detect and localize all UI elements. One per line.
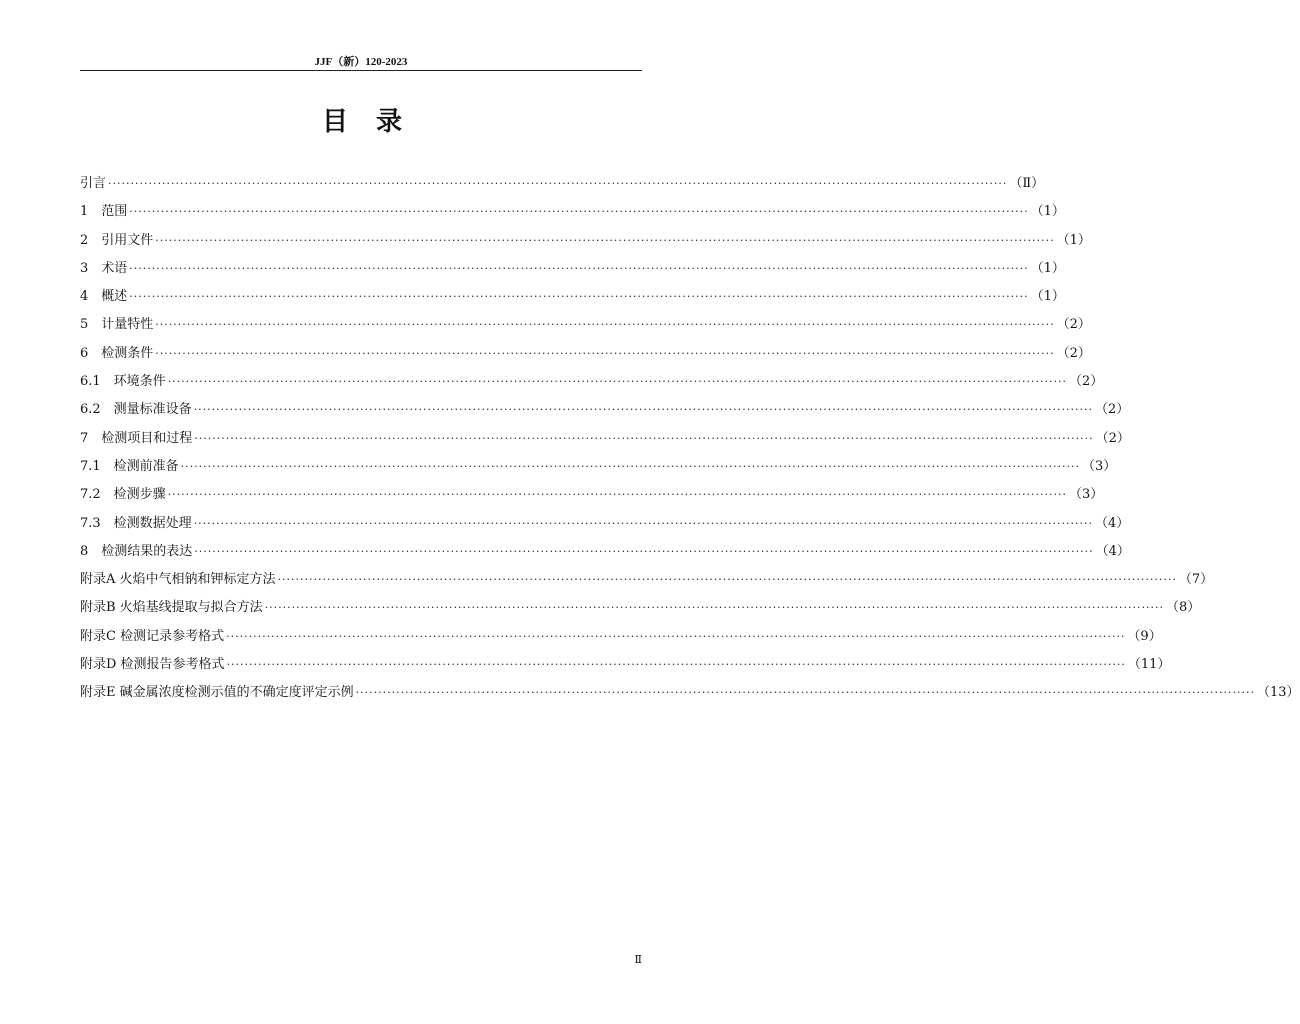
toc-entry-label: 7.2 检测步骤	[80, 487, 166, 503]
toc-entry-label: 附录C 检测记录参考格式	[80, 628, 225, 644]
toc-leader-dots: ········································································································································································································	[226, 629, 1126, 643]
toc-entry-label: 2 引用文件	[80, 232, 154, 248]
page-title: 目录	[321, 107, 430, 137]
page-number: Ⅱ	[634, 954, 642, 966]
toc-leader-dots: ········································································································································································································	[226, 658, 1126, 672]
toc-entry[interactable]	[80, 651, 1171, 679]
toc-entry-label: 3 术语	[80, 260, 128, 276]
toc-entry-label: 5 计量特性	[80, 317, 154, 333]
toc-entry-label: 8 检测结果的表达	[80, 543, 193, 559]
toc-leader-dots: ········································································································································································································	[167, 488, 1068, 502]
toc-entry[interactable]	[80, 623, 1162, 651]
toc-entry-page: （13）	[1256, 685, 1300, 701]
toc-entry-page: （2）	[1095, 430, 1130, 446]
toc-entry-page: （1）	[1056, 232, 1091, 248]
toc-entry-label: 引言	[80, 176, 107, 191]
toc-entry[interactable]	[80, 481, 1104, 509]
toc-entry-page: （2）	[1069, 374, 1104, 390]
toc-entry[interactable]	[80, 227, 1091, 255]
toc-entry-page: （1）	[1030, 204, 1065, 220]
toc-entry-page: （2）	[1056, 345, 1091, 361]
toc-entry-page: （4）	[1095, 543, 1130, 559]
toc-entry-label: 附录A 火焰中气相钠和钾标定方法	[80, 572, 276, 588]
toc-entry-page: （9）	[1127, 628, 1162, 644]
toc-entry[interactable]	[80, 255, 1065, 283]
toc-entry-label: 6.1 环境条件	[80, 374, 166, 390]
toc-leader-dots: ········································································································································································································	[264, 601, 1165, 615]
toc-entry[interactable]	[80, 510, 1130, 538]
toc-entry-page: （2）	[1056, 317, 1091, 333]
toc-entry[interactable]	[80, 679, 1300, 707]
toc-entry-page: （8）	[1166, 600, 1201, 616]
toc-entry-label: 7.1 检测前准备	[80, 458, 179, 474]
toc-leader-dots: ········································································································································································································	[180, 459, 1081, 473]
table-of-contents	[80, 170, 1300, 708]
toc-entry-page: （7）	[1178, 572, 1214, 588]
toc-leader-dots: ········································································································································································································	[355, 686, 1255, 700]
toc-entry-page: （4）	[1095, 515, 1130, 531]
toc-entry-page: （3）	[1082, 458, 1117, 474]
toc-entry[interactable]	[80, 368, 1104, 396]
toc-entry-label: 7.3 检测数据处理	[80, 515, 192, 531]
header-divider	[80, 70, 642, 71]
toc-entry[interactable]	[80, 566, 1214, 594]
toc-leader-dots: ········································································································································································································	[193, 516, 1094, 530]
toc-leader-dots: ········································································································································································································	[129, 261, 1029, 275]
toc-entry-label: 附录B 火焰基线提取与拟合方法	[80, 600, 263, 616]
toc-entry-page: （1）	[1030, 260, 1065, 276]
toc-leader-dots: ········································································································································································································	[155, 233, 1055, 247]
toc-entry[interactable]	[80, 283, 1065, 311]
toc-leader-dots: ········································································································································································································	[194, 431, 1094, 445]
toc-entry-page: （2）	[1095, 402, 1130, 418]
toc-leader-dots: ········································································································································································································	[129, 290, 1029, 304]
toc-leader-dots: ········································································································································································································	[155, 346, 1055, 360]
toc-entry-label: 附录D 检测报告参考格式	[80, 657, 225, 673]
toc-entry[interactable]	[80, 340, 1091, 368]
toc-leader-dots: ········································································································································································································	[108, 177, 1008, 190]
toc-entry[interactable]	[80, 311, 1091, 339]
toc-entry-page: （Ⅱ）	[1009, 176, 1045, 191]
toc-entry[interactable]	[80, 594, 1201, 622]
toc-entry-label: 6.2 测量标准设备	[80, 402, 192, 418]
toc-entry[interactable]	[80, 198, 1065, 226]
toc-leader-dots: ········································································································································································································	[277, 573, 1177, 587]
toc-entry-label: 1 范围	[80, 204, 128, 220]
toc-leader-dots: ········································································································································································································	[193, 403, 1094, 417]
toc-leader-dots: ········································································································································································································	[129, 205, 1029, 219]
toc-entry-page: （3）	[1069, 487, 1104, 503]
toc-leader-dots: ········································································································································································································	[167, 375, 1068, 389]
toc-entry[interactable]	[80, 538, 1130, 566]
toc-entry-label: 4 概述	[80, 289, 128, 305]
toc-leader-dots: ········································································································································································································	[194, 544, 1094, 558]
document-header: JJF（新）120-2023	[314, 56, 408, 68]
toc-entry-label: 6 检测条件	[80, 345, 154, 361]
toc-entry[interactable]	[80, 453, 1117, 481]
toc-entry[interactable]	[80, 396, 1130, 424]
toc-entry-label: 7 检测项目和过程	[80, 430, 193, 446]
toc-entry-label: 附录E 碱金属浓度检测示值的不确定度评定示例	[80, 685, 354, 701]
toc-entry[interactable]	[80, 170, 1045, 198]
toc-entry-page: （11）	[1127, 657, 1171, 673]
toc-entry[interactable]	[80, 425, 1130, 453]
toc-leader-dots: ········································································································································································································	[155, 318, 1055, 332]
toc-entry-page: （1）	[1030, 289, 1065, 305]
